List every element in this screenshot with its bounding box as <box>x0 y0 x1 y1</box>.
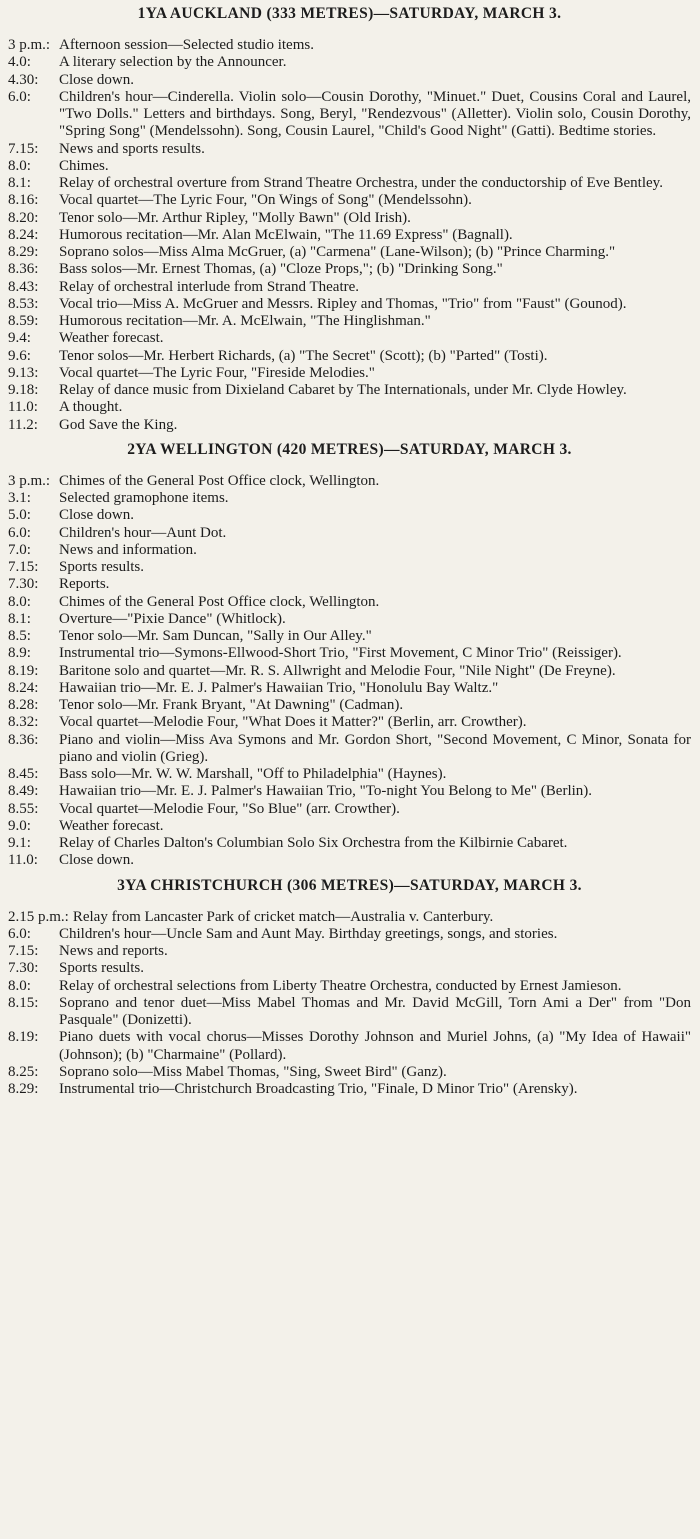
programme-time: 8.9: <box>8 645 31 662</box>
programme-item <box>8 960 691 977</box>
programme-time: 8.1: <box>8 610 31 627</box>
programme-description: Baritone solo and quartet—Mr. R. S. Allwright and Melodie Four, "Nile Night" (De Freyne). <box>59 662 616 679</box>
programme-item <box>8 507 691 524</box>
programme-time: 4.0: <box>8 54 31 71</box>
programme-time: 8.0: <box>8 157 31 174</box>
programme-item <box>8 645 691 662</box>
programme-item <box>8 175 691 192</box>
programme-time: 11.0: <box>8 399 38 416</box>
programme-item <box>8 473 691 490</box>
programme-item <box>8 783 691 800</box>
programme-item <box>8 714 691 731</box>
programme-time: 2.15 p.m.: <box>8 908 69 925</box>
programme-time: 8.19: <box>8 662 39 679</box>
programme-item <box>8 261 691 278</box>
programme-time: 6.0: <box>8 88 31 105</box>
programme-description: Weather forecast. <box>59 817 164 834</box>
programme-item <box>8 365 691 382</box>
programme-item <box>8 978 691 995</box>
programme-item <box>8 576 691 593</box>
programme-item <box>8 330 691 347</box>
programme-description: Vocal quartet—Melodie Four, "What Does it Matter?" (Berlin, arr. Crowther). <box>59 714 527 731</box>
programme-description: Relay of dance music from Dixieland Cabaret by The Internationals, under Mr. Clyde Howley. <box>59 382 627 398</box>
programme-item <box>8 663 691 680</box>
programme-description: News and information. <box>59 541 197 558</box>
programme-description: Close down. <box>59 71 134 88</box>
programme-time: 3.1: <box>8 490 31 506</box>
programme-time: 8.24: <box>8 679 39 696</box>
programme-description: A literary selection by the Announcer. <box>59 54 287 71</box>
programme-description: Close down. <box>59 507 134 524</box>
programme-description: Bass solos—Mr. Ernest Thomas, (a) "Cloze Props,"; (b) "Drinking Song." <box>59 261 503 278</box>
programme-time: 8.1: <box>8 175 31 191</box>
programme-description: Piano duets with vocal chorus—Misses Dorothy Johnson and Muriel Johns, (a) "My Idea of Hawaii" (Johnson); (b) "Charmaine" (Pollard). <box>59 1029 691 1063</box>
programme-item <box>8 382 691 399</box>
programme-description: Chimes of the General Post Office clock, Wellington. <box>59 472 380 489</box>
programme-description: Vocal quartet—The Lyric Four, "Fireside Melodies." <box>59 364 375 381</box>
programme-item <box>8 210 691 227</box>
programme-item <box>8 909 691 926</box>
programme-item <box>8 542 691 559</box>
programme-time: 3 p.m.: <box>8 472 51 489</box>
programme-item <box>8 680 691 697</box>
programme-time: 8.28: <box>8 697 39 713</box>
section-3ya-christchurch <box>8 876 691 1099</box>
programme-time: 7.30: <box>8 960 39 977</box>
programme-description: Children's hour—Uncle Sam and Aunt May. Birthday greetings, songs, and stories. <box>59 925 558 942</box>
programme-description: Reports. <box>59 576 110 593</box>
programme-item <box>8 852 691 869</box>
programme-time: 8.53: <box>8 295 39 312</box>
programme-item <box>8 818 691 835</box>
programme-time: 9.6: <box>8 347 31 364</box>
programme-description: Sports results. <box>59 960 145 977</box>
programme-time: 4.30: <box>8 71 39 88</box>
programme-time: 8.0: <box>8 593 31 610</box>
programme-description: Weather forecast. <box>59 330 164 347</box>
programme-time: 8.29: <box>8 244 39 260</box>
programme-time: 3 p.m.: <box>8 37 51 53</box>
programme-description: Humorous recitation—Mr. Alan McElwain, "The 11.69 Express" (Bagnall). <box>59 226 513 243</box>
programme-time: 8.24: <box>8 226 39 243</box>
programme-description: Tenor solos—Mr. Herbert Richards, (a) "The Secret" (Scott); (b) "Parted" (Tosti). <box>59 347 548 364</box>
programme-description: Relay from Lancaster Park of cricket match—Australia v. Canterbury. <box>72 908 494 925</box>
programme-time: 8.45: <box>8 766 39 782</box>
programme-item <box>8 313 691 330</box>
programme-item <box>8 244 691 261</box>
programme-item <box>8 296 691 313</box>
programme-time: 8.20: <box>8 209 39 226</box>
programme-time: 8.36: <box>8 731 39 748</box>
programme-description: Children's hour—Aunt Dot. <box>59 524 227 541</box>
programme-time: 7.15: <box>8 559 39 575</box>
programme-item <box>8 89 691 141</box>
programme-item <box>8 348 691 365</box>
programme-description: Instrumental trio—Christchurch Broadcasting Trio, "Finale, D Minor Trio" (Arensky). <box>59 1081 578 1097</box>
programme-description: Tenor solo—Mr. Arthur Ripley, "Molly Bawn" (Old Irish). <box>59 209 411 226</box>
programme-description: Close down. <box>59 852 134 869</box>
programme-description: God Save the King. <box>59 416 178 433</box>
programme-time: 8.55: <box>8 800 39 817</box>
programme-item <box>8 943 691 960</box>
programme-time: 7.15: <box>8 140 39 157</box>
programme-item <box>8 525 691 542</box>
programme-description: Tenor solo—Mr. Sam Duncan, "Sally in Our Alley." <box>59 628 372 644</box>
programme-item <box>8 732 691 767</box>
programme-description: Children's hour—Cinderella. Violin solo—Cousin Dorothy, "Minuet." Duet, Cousins Coral and Laurel, "Two Dolls." Letters and birthdays. Song, Beryl, "Rendezvous" (Alletter). Violin solo, Cousin Dorothy, "Spring Song" (Mendelssohn). Song, Cousin Laurel, "Child's Good Night" (Gatti). Bedtime stories. <box>59 88 691 140</box>
programme-description: Humorous recitation—Mr. A. McElwain, "The Hinglishman." <box>59 313 431 329</box>
programme-item <box>8 559 691 576</box>
programme-item <box>8 801 691 818</box>
programme-time: 7.0: <box>8 541 31 558</box>
programme-item <box>8 926 691 943</box>
programme-item <box>8 158 691 175</box>
programme-time: 8.29: <box>8 1081 39 1097</box>
programme-item <box>8 835 691 852</box>
programme-description: Hawaiian trio—Mr. E. J. Palmer's Hawaiian Trio, "Honolulu Bay Waltz." <box>59 679 499 696</box>
programme-time: 8.16: <box>8 192 39 209</box>
programme-description: Chimes of the General Post Office clock, Wellington. <box>59 593 380 610</box>
programme-time: 6.0: <box>8 925 31 942</box>
programme-description: A thought. <box>59 399 123 416</box>
programme-item <box>8 37 691 54</box>
programme-time: 8.5: <box>8 628 31 644</box>
programme-item <box>8 1064 691 1081</box>
programme-description: Afternoon session—Selected studio items. <box>59 37 314 53</box>
programme-time: 11.0: <box>8 852 38 869</box>
programme-description: News and sports results. <box>59 140 205 157</box>
programme-time: 8.36: <box>8 261 39 278</box>
programme-time: 6.0: <box>8 524 31 541</box>
programme-item <box>8 1029 691 1064</box>
section-title: 1YA AUCKLAND (333 METRES)—SATURDAY, MARCH 3. <box>137 5 562 22</box>
programme-time: 8.43: <box>8 278 39 295</box>
programme-description: Relay of Charles Dalton's Columbian Solo Six Orchestra from the Kilbirnie Cabaret. <box>59 835 568 851</box>
programme-item <box>8 766 691 783</box>
programme-description: Vocal quartet—The Lyric Four, "On Wings of Song" (Mendelssohn). <box>59 192 472 209</box>
programme-item <box>8 594 691 611</box>
programme-item <box>8 192 691 209</box>
programme-description: Chimes. <box>59 157 109 174</box>
programme-description: Relay of orchestral overture from Strand Theatre Orchestra, under the conductorship of Eve Bentley. <box>59 175 663 191</box>
programme-time: 5.0: <box>8 507 31 524</box>
programme-description: Piano and violin—Miss Ava Symons and Mr. Gordon Short, "Second Movement, C Minor, Sonata for piano and violin (Grieg). <box>59 731 691 765</box>
programme-item <box>8 417 691 434</box>
programme-description: Overture—"Pixie Dance" (Whitlock). <box>59 610 286 627</box>
programme-item <box>8 1081 691 1098</box>
programme-description: Soprano solos—Miss Alma McGruer, (a) "Carmena" (Lane-Wilson); (b) "Prince Charming." <box>59 244 616 260</box>
programme-time: 8.15: <box>8 994 39 1011</box>
programme-description: News and reports. <box>59 943 168 959</box>
programme-description: Bass solo—Mr. W. W. Marshall, "Off to Philadelphia" (Haynes). <box>59 766 447 782</box>
programme-time: 8.25: <box>8 1063 39 1080</box>
programme-description: Vocal trio—Miss A. McGruer and Messrs. Ripley and Thomas, "Trio" from "Faust" (Gounod). <box>59 295 627 312</box>
programme-list <box>8 909 691 1099</box>
programme-description: Instrumental trio—Symons-Ellwood-Short Trio, "First Movement, C Minor Trio" (Reissiger). <box>59 645 622 662</box>
programme-time: 9.1: <box>8 835 31 851</box>
programme-time: 9.13: <box>8 364 39 381</box>
programme-list <box>8 37 691 434</box>
programme-item <box>8 279 691 296</box>
programme-time: 8.19: <box>8 1029 39 1046</box>
section-title: 2YA WELLINGTON (420 METRES)—SATURDAY, MARCH 3. <box>127 440 572 458</box>
programme-item <box>8 611 691 628</box>
programme-time: 8.49: <box>8 783 39 800</box>
section-title: 3YA CHRISTCHURCH (306 METRES)—SATURDAY, MARCH 3. <box>117 876 582 894</box>
programme-description: Relay of orchestral selections from Liberty Theatre Orchestra, conducted by Ernest Jamieson. <box>59 977 622 994</box>
programme-time: 8.59: <box>8 313 39 329</box>
programme-time: 11.2: <box>8 416 38 433</box>
programme-description: Vocal quartet—Melodie Four, "So Blue" (arr. Crowther). <box>59 800 400 817</box>
programme-item <box>8 995 691 1030</box>
programme-description: Relay of orchestral interlude from Strand Theatre. <box>59 278 360 295</box>
programme-time: 7.15: <box>8 943 39 959</box>
programme-item <box>8 697 691 714</box>
programme-time: 9.4: <box>8 330 31 347</box>
programme-time: 9.0: <box>8 817 31 834</box>
section-1ya-auckland <box>8 4 691 434</box>
programme-description: Soprano solo—Miss Mabel Thomas, "Sing, Sweet Bird" (Ganz). <box>59 1063 447 1080</box>
section-2ya-wellington <box>8 440 691 870</box>
programme-item <box>8 490 691 507</box>
programme-item <box>8 141 691 158</box>
programme-item <box>8 399 691 416</box>
programme-time: 8.32: <box>8 714 39 731</box>
programme-description: Tenor solo—Mr. Frank Bryant, "At Dawning" (Cadman). <box>59 697 404 713</box>
programme-time: 7.30: <box>8 576 39 593</box>
programme-description: Sports results. <box>59 559 145 575</box>
programme-item <box>8 227 691 244</box>
programme-list <box>8 473 691 870</box>
programme-description: Soprano and tenor duet—Miss Mabel Thomas and Mr. David McGill, Torn Ami a Der" from "Don Pasquale" (Donizetti). <box>59 994 691 1028</box>
programme-item <box>8 54 691 71</box>
programme-description: Selected gramophone items. <box>59 490 229 506</box>
programme-time: 9.18: <box>8 382 39 398</box>
programme-description: Hawaiian trio—Mr. E. J. Palmer's Hawaiian Trio, "To-night You Belong to Me" (Berlin). <box>59 783 593 800</box>
programme-time: 8.0: <box>8 977 31 994</box>
programme-item <box>8 72 691 89</box>
programme-item <box>8 628 691 645</box>
